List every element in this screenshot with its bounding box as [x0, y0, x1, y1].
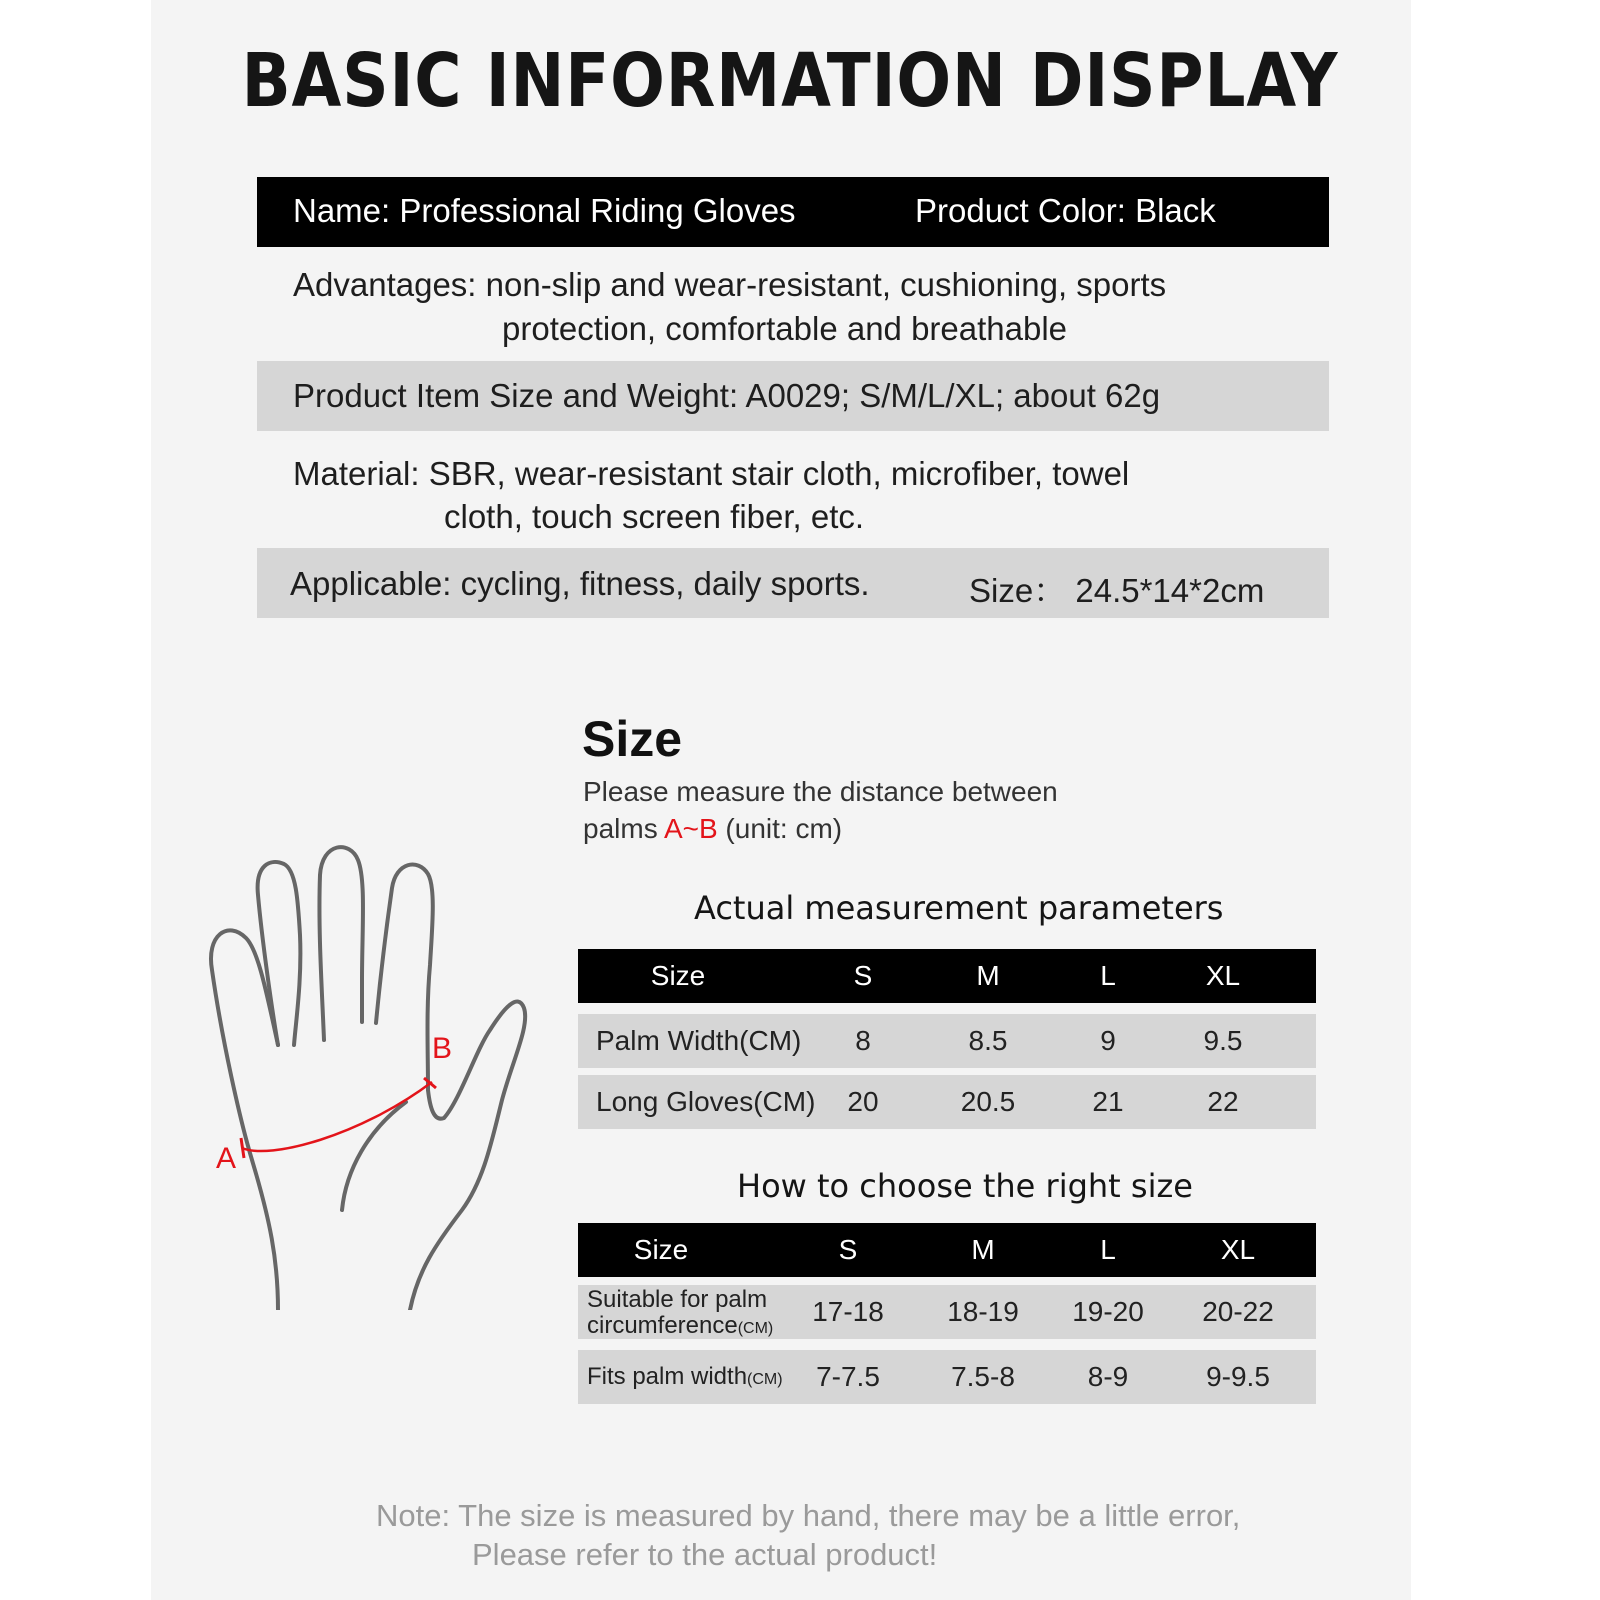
- table-row: [578, 1014, 1316, 1068]
- header-cell: S: [853, 960, 873, 991]
- choose-table-header: [578, 1223, 1316, 1277]
- measurement-table-title: Actual measurement parameters: [694, 889, 1224, 927]
- table-cell: 9.5: [1203, 1025, 1243, 1056]
- measurement-table-header: [578, 949, 1316, 1003]
- item-size-weight: Product Item Size and Weight: A0029; S/M/L/XL; about 62g: [293, 377, 1161, 414]
- note-line-1: Note: The size is measured by hand, there may be a little error,: [376, 1498, 1241, 1533]
- header-cell: Size: [650, 960, 706, 991]
- table-cell: 20-22: [1202, 1296, 1274, 1327]
- table-cell: 22: [1207, 1086, 1239, 1117]
- table-row: [578, 1285, 1316, 1339]
- table-cell: 8-9: [1087, 1361, 1129, 1392]
- product-name: Name: Professional Riding Gloves: [293, 192, 796, 229]
- header-cell: S: [838, 1234, 858, 1265]
- measure-instruction-2: palms A~B (unit: cm): [583, 813, 843, 844]
- table-cell: 20.5: [960, 1086, 1016, 1117]
- point-a-label: A: [216, 1142, 237, 1175]
- header-cell: M: [976, 960, 1000, 991]
- table-cell: 7-7.5: [816, 1361, 880, 1392]
- choose-table-title: How to choose the right size: [737, 1167, 1193, 1205]
- table-cell: 19-20: [1072, 1296, 1144, 1327]
- table-cell: 9: [1100, 1025, 1116, 1056]
- table-row: [578, 1075, 1316, 1129]
- header-cell: L: [1100, 1234, 1116, 1265]
- header-cell: L: [1100, 960, 1116, 991]
- material-line-1: Material: SBR, wear-resistant stair cloth, microfiber, towel: [293, 455, 1130, 492]
- page-title: BASIC INFORMATION DISPLAY: [241, 38, 1339, 124]
- advantages-line-2: protection, comfortable and breathable: [502, 310, 1068, 347]
- table-row: [578, 1350, 1316, 1404]
- table-cell: 21: [1092, 1086, 1124, 1117]
- product-dimensions: Size： 24.5*14*2cm: [969, 572, 1265, 609]
- product-color: Product Color: Black: [915, 192, 1216, 229]
- row-label: Suitable for palm circumference(CM): [587, 1286, 774, 1339]
- note-line-2: Please refer to the actual product!: [472, 1537, 938, 1572]
- table-cell: 8: [855, 1025, 871, 1056]
- header-cell: Size: [633, 1234, 689, 1265]
- table-cell: 9-9.5: [1206, 1361, 1270, 1392]
- table-cell: 8.5: [968, 1025, 1008, 1056]
- header-cell: XL: [1220, 1234, 1256, 1265]
- hand-illustration: [200, 840, 545, 1310]
- row-label: Fits palm width(CM): [587, 1363, 783, 1390]
- header-cell: M: [971, 1234, 995, 1265]
- table-cell: 17-18: [812, 1296, 884, 1327]
- row-label: Palm Width(CM): [596, 1025, 802, 1056]
- name-color-bar: [257, 177, 1329, 247]
- row-label: Long Gloves(CM): [596, 1086, 816, 1117]
- table-cell: 18-19: [947, 1296, 1019, 1327]
- table-cell: 20: [847, 1086, 879, 1117]
- measure-instruction-1: Please measure the distance between: [583, 776, 1058, 807]
- table-cell: 7.5-8: [951, 1361, 1015, 1392]
- applicable-text: Applicable: cycling, fitness, daily sports.: [290, 565, 870, 602]
- advantages-line-1: Advantages: non-slip and wear-resistant, cushioning, sports: [293, 266, 1167, 303]
- header-cell: XL: [1205, 960, 1241, 991]
- size-heading: Size: [582, 711, 683, 767]
- material-line-2: cloth, touch screen fiber, etc.: [444, 498, 865, 535]
- point-b-label: B: [432, 1032, 453, 1065]
- measure-points-label: A~B: [663, 813, 718, 844]
